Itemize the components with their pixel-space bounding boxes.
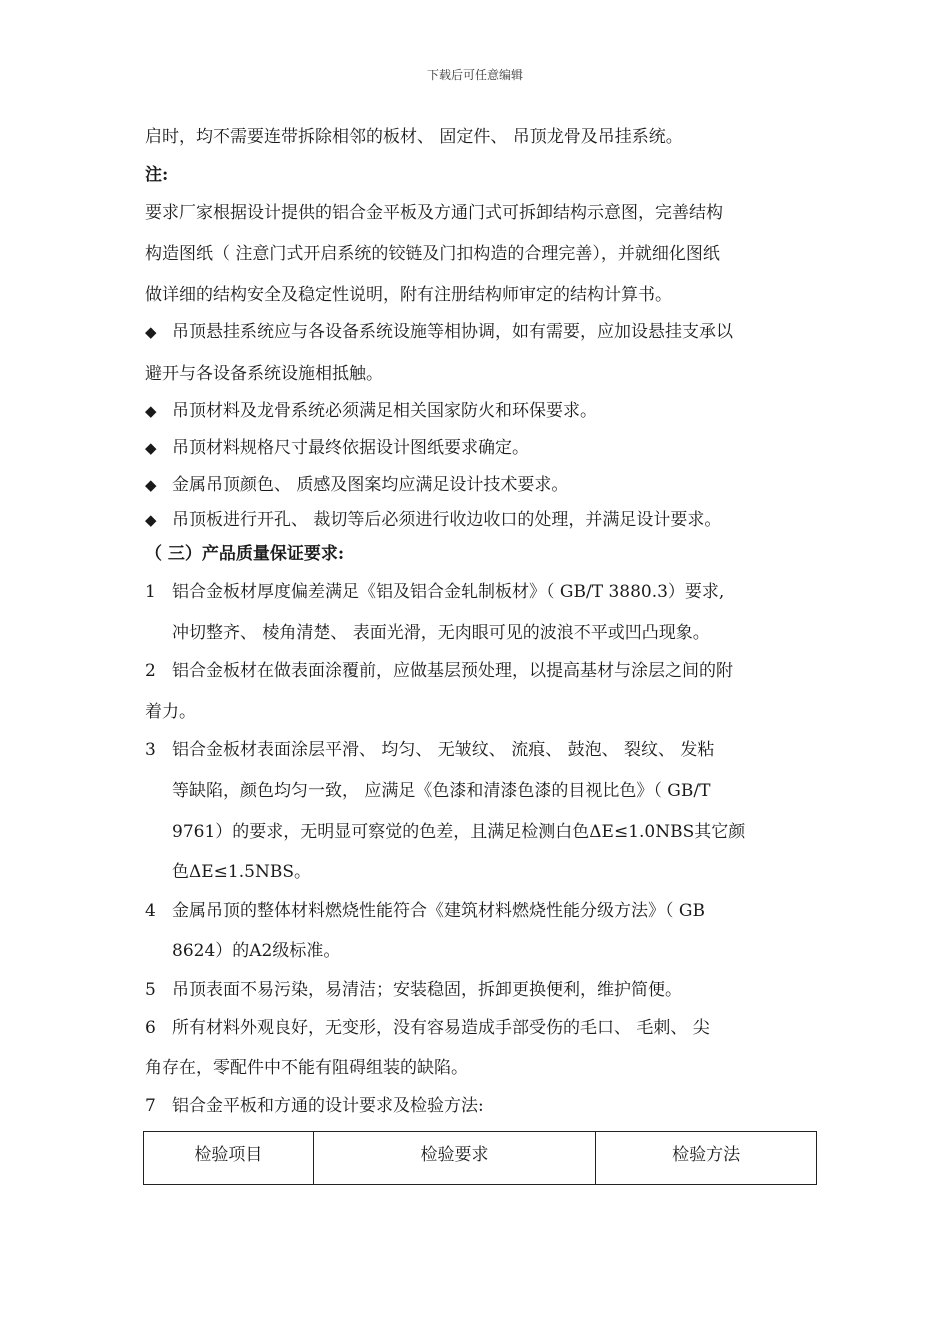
numbered-item: 4 金属吊顶的整体材料燃烧性能符合《建筑材料燃烧性能分级方法》（ GB bbox=[145, 901, 705, 921]
diamond-bullet-icon: ◆ bbox=[145, 511, 157, 529]
bullet-item: ◆ 金属吊顶颜色、 质感及图案均应满足设计技术要求。 bbox=[145, 475, 569, 495]
paragraph-line: 冲切整齐、 棱角清楚、 表面光滑，无肉眼可见的波浪不平或凹凸现象。 bbox=[172, 623, 710, 643]
paragraph-line: 避开与各设备系统设施相抵触。 bbox=[145, 364, 383, 384]
paragraph-line: 色ΔE≤1.5NBS。 bbox=[172, 862, 311, 882]
diamond-bullet-icon: ◆ bbox=[145, 476, 157, 494]
page-header: 下载后可任意编辑 bbox=[426, 68, 523, 82]
numbered-item: 3 铝合金板材表面涂层平滑、 均匀、 无皱纹、 流痕、 鼓泡、 裂纹、 发粘 bbox=[145, 740, 715, 760]
bullet-item: ◆ 吊顶悬挂系统应与各设备系统设施等相协调，如有需要，应加设悬挂支承以 bbox=[145, 322, 733, 342]
paragraph-line: 构造图纸（ 注意门式开启系统的铰链及门扣构造的合理完善），并就细化图纸 bbox=[145, 244, 720, 264]
diamond-bullet-icon: ◆ bbox=[145, 439, 157, 457]
paragraph-line: 着力。 bbox=[145, 702, 196, 722]
paragraph-line: 做详细的结构安全及稳定性说明，附有注册结构师审定的结构计算书。 bbox=[145, 285, 672, 305]
paragraph-line: 要求厂家根据设计提供的铝合金平板及方通门式可拆卸结构示意图，完善结构 bbox=[145, 203, 723, 223]
paragraph-line: 角存在，零配件中不能有阻碍组装的缺陷。 bbox=[145, 1058, 468, 1078]
column-header-requirement: 检验要求 bbox=[313, 1132, 596, 1185]
diamond-bullet-icon: ◆ bbox=[145, 402, 157, 420]
numbered-item: 2 铝合金板材在做表面涂覆前，应做基层预处理，以提高基材与涂层之间的附 bbox=[145, 661, 733, 681]
paragraph-line: 8624）的A2级标准。 bbox=[172, 941, 341, 961]
numbered-item: 5 吊顶表面不易污染，易清洁；安装稳固，拆卸更换便利，维护简便。 bbox=[145, 980, 682, 1000]
bullet-item: ◆ 吊顶板进行开孔、 裁切等后必须进行收边收口的处理，并满足设计要求。 bbox=[145, 510, 722, 530]
paragraph-line: 启时，均不需要连带拆除相邻的板材、 固定件、 吊顶龙骨及吊挂系统。 bbox=[145, 127, 683, 147]
diamond-bullet-icon: ◆ bbox=[145, 323, 157, 341]
paragraph-line: 9761）的要求，无明显可察觉的色差，且满足检测白色ΔE≤1.0NBS其它颜 bbox=[172, 822, 746, 842]
table-header-row bbox=[144, 1132, 817, 1185]
bullet-item: ◆ 吊顶材料规格尺寸最终依据设计图纸要求确定。 bbox=[145, 438, 529, 458]
numbered-item: 6 所有材料外观良好，无变形，没有容易造成手部受伤的毛口、 毛刺、 尖 bbox=[145, 1018, 710, 1038]
note-title: 注: bbox=[145, 165, 169, 185]
section-heading: （ 三）产品质量保证要求: bbox=[145, 544, 345, 564]
numbered-item: 7 铝合金平板和方通的设计要求及检验方法: bbox=[145, 1096, 484, 1116]
paragraph-line: 等缺陷，颜色均匀一致， 应满足《色漆和清漆色漆的目视比色》（ GB/T bbox=[172, 781, 711, 801]
bullet-item: ◆ 吊顶材料及龙骨系统必须满足相关国家防火和环保要求。 bbox=[145, 401, 597, 421]
column-header-method: 检验方法 bbox=[596, 1132, 817, 1185]
column-header-item: 检验项目 bbox=[144, 1132, 314, 1185]
numbered-item: 1 铝合金板材厚度偏差满足《铝及铝合金轧制板材》（ GB/T 3880.3）要求, bbox=[145, 582, 725, 602]
inspection-table bbox=[143, 1131, 817, 1185]
